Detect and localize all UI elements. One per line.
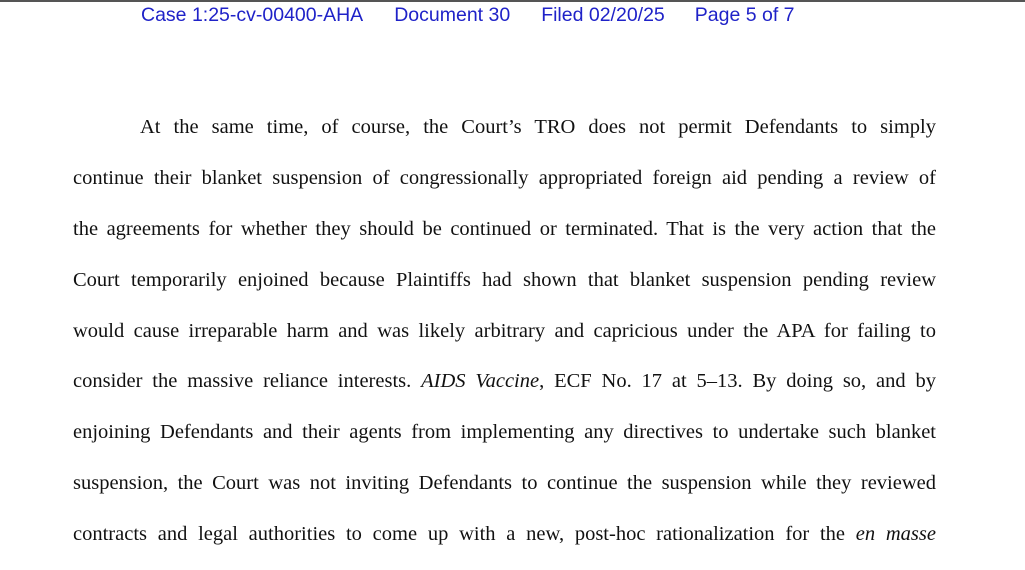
line-text: Court temporarily enjoined because Plaintiffs had shown that blanket suspension pending review xyxy=(73,268,936,291)
paragraph-line xyxy=(73,163,936,214)
ecf-header xyxy=(141,3,795,27)
filed-date: Filed 02/20/25 xyxy=(541,3,665,26)
paragraph-line xyxy=(73,417,936,468)
page-indicator: Page 5 of 7 xyxy=(694,3,795,26)
document-number: Document 30 xyxy=(394,3,511,26)
case-number: Case 1:25-cv-00400-AHA xyxy=(141,3,364,26)
paragraph-line xyxy=(73,265,936,316)
body-paragraph xyxy=(73,112,936,570)
paragraph-line xyxy=(73,366,936,417)
line-text: consider the massive reliance interests. xyxy=(73,370,422,393)
line-text: the agreements for whether they should be continued or terminated. That is the very action that the xyxy=(73,217,936,240)
line-text: would cause irreparable harm and was likely arbitrary and capricious under the APA for failing to xyxy=(73,319,936,342)
paragraph-line xyxy=(73,316,936,367)
line-text: , ECF No. 17 at 5–13. By doing so, and by xyxy=(539,370,936,393)
paragraph-line xyxy=(73,468,936,519)
case-citation-italic: AIDS Vaccine xyxy=(421,370,540,393)
latin-phrase-italic: en masse xyxy=(855,523,936,546)
paragraph-line xyxy=(73,214,936,265)
paragraph-line xyxy=(73,519,936,570)
paragraph-line xyxy=(73,112,936,163)
line-text: suspension, the Court was not inviting Defendants to continue the suspension while they reviewed xyxy=(73,472,936,495)
line-text: enjoining Defendants and their agents from implementing any directives to undertake such blanket xyxy=(73,421,936,444)
line-text: contracts and legal authorities to come up with a new, post-hoc rationalization for the xyxy=(73,523,856,546)
line-text: At the same time, of course, the Court’s TRO does not permit Defendants to simply xyxy=(140,116,936,138)
page-top-rule xyxy=(0,0,1025,2)
line-text: continue their blanket suspension of congressionally appropriated foreign aid pending a review of xyxy=(73,166,936,189)
